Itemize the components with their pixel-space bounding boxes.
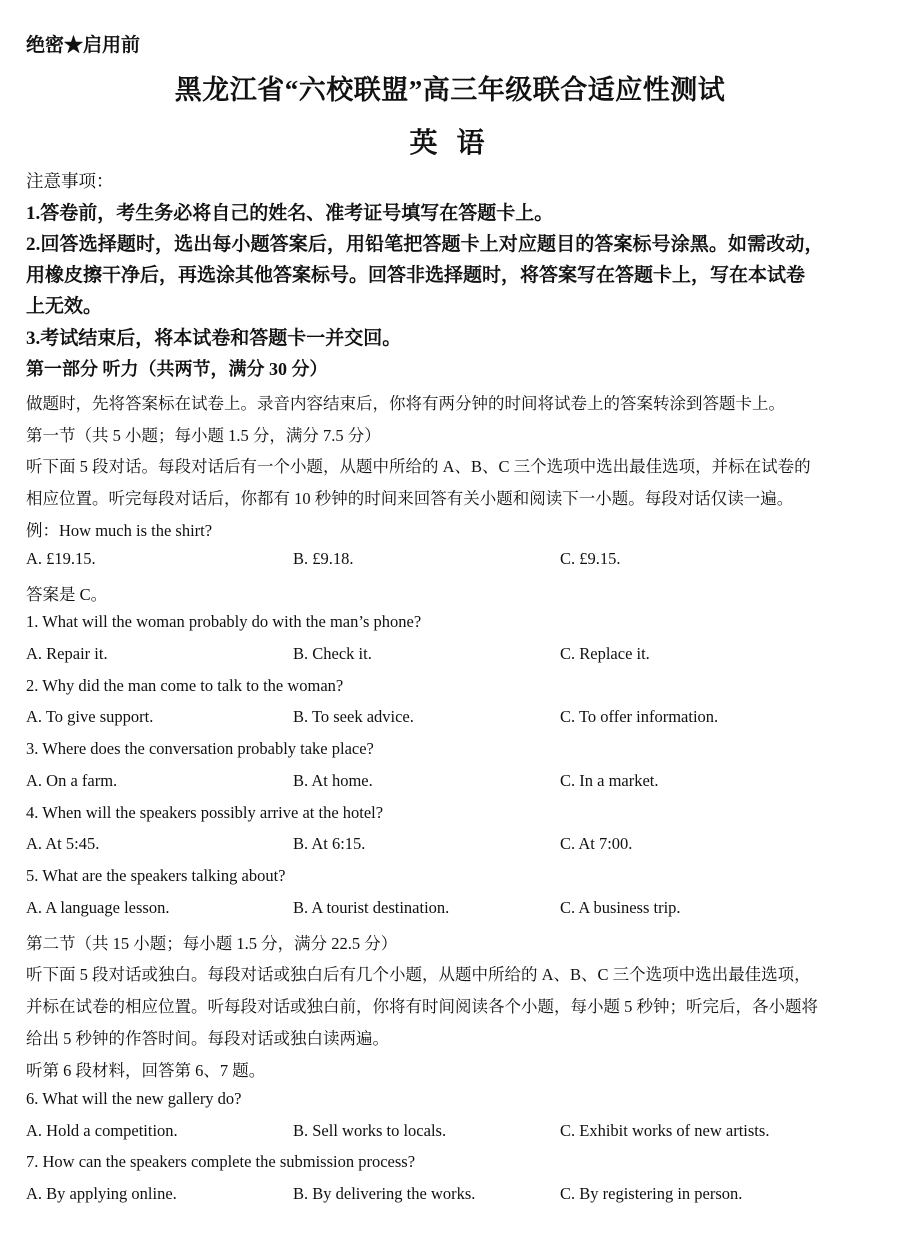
section2-instruction-line-2: 并标在试卷的相应位置。听每段对话或独白前，你将有时间阅读各个小题，每小题 5 秒钟；听完后，各小题将 <box>26 997 818 1016</box>
note-2-line-1: 2.回答选择题时，选出每小题答案后，用铅笔把答题卡上对应题目的答案标号涂黑。如需改动， <box>26 234 824 255</box>
question-4: 4. When will the speakers possibly arrive at the hotel? <box>26 803 384 822</box>
subject-title: 英 语 <box>409 128 491 159</box>
section2-instruction-line-3: 给出 5 秒钟的作答时间。每段对话或独白读两遍。 <box>26 1029 389 1048</box>
question-5-option-c: C. A business trip. <box>560 898 681 917</box>
question-3-option-c: C. In a market. <box>560 771 659 790</box>
example-answer: 答案是 C。 <box>26 585 108 604</box>
question-7-option-b: B. By delivering the works. <box>293 1184 476 1203</box>
note-3: 3.考试结束后，将本试卷和答题卡一并交回。 <box>26 328 402 349</box>
question-1-option-c: C. Replace it. <box>560 644 650 663</box>
question-3-option-a: A. On a farm. <box>26 771 118 790</box>
example-option-a: A. £19.15. <box>26 549 96 568</box>
question-7-option-c: C. By registering in person. <box>560 1184 743 1203</box>
example-option-b: B. £9.18. <box>293 549 354 568</box>
question-3-option-b: B. At home. <box>293 771 373 790</box>
material-6-note: 听第 6 段材料，回答第 6、7 题。 <box>26 1061 266 1080</box>
note-1: 1.答卷前，考生务必将自己的姓名、准考证号填写在答题卡上。 <box>26 203 554 224</box>
question-3: 3. Where does the conversation probably take place? <box>26 739 374 758</box>
question-1: 1. What will the woman probably do with the man’s phone? <box>26 612 422 631</box>
question-2-option-c: C. To offer information. <box>560 707 719 726</box>
question-7-option-a: A. By applying online. <box>26 1184 177 1203</box>
question-5-option-a: A. A language lesson. <box>26 898 170 917</box>
section1-heading: 第一节（共 5 小题；每小题 1.5 分，满分 7.5 分） <box>26 426 381 445</box>
question-1-option-a: A. Repair it. <box>26 644 108 663</box>
question-2-option-b: B. To seek advice. <box>293 707 414 726</box>
example-question: 例：How much is the shirt? <box>26 521 213 540</box>
question-6-option-b: B. Sell works to locals. <box>293 1121 447 1140</box>
part1-instruction: 做题时，先将答案标在试卷上。录音内容结束后，你将有两分钟的时间将试卷上的答案转涂到答题卡上。 <box>26 394 785 413</box>
confidential-mark: 绝密★启用前 <box>26 35 141 56</box>
question-5-option-b: B. A tourist destination. <box>293 898 450 917</box>
question-2: 2. Why did the man come to talk to the woman? <box>26 676 344 695</box>
section1-instruction-line-2: 相应位置。听完每段对话后，你都有 10 秒钟的时间来回答有关小题和阅读下一小题。每段对话仅读一遍。 <box>26 489 794 508</box>
question-4-option-b: B. At 6:15. <box>293 834 366 853</box>
question-6-option-c: C. Exhibit works of new artists. <box>560 1121 770 1140</box>
example-option-c: C. £9.15. <box>560 549 621 568</box>
question-2-option-a: A. To give support. <box>26 707 154 726</box>
question-6-option-a: A. Hold a competition. <box>26 1121 178 1140</box>
question-4-option-c: C. At 7:00. <box>560 834 633 853</box>
note-2-line-3: 上无效。 <box>26 296 103 317</box>
section2-instruction-line-1: 听下面 5 段对话或独白。每段对话或独白后有几个小题，从题中所给的 A、B、C 三个选项中选出最佳选项， <box>26 965 811 984</box>
note-2-line-2: 用橡皮擦干净后，再选涂其他答案标号。回答非选择题时，将答案写在答题卡上，写在本试卷 <box>26 265 806 286</box>
question-5: 5. What are the speakers talking about? <box>26 866 286 885</box>
notes-heading: 注意事项： <box>26 171 114 191</box>
exam-title: 黑龙江省“六校联盟”高三年级联合适应性测试 <box>174 75 726 105</box>
question-4-option-a: A. At 5:45. <box>26 834 100 853</box>
question-7: 7. How can the speakers complete the submission process? <box>26 1152 416 1171</box>
question-1-option-b: B. Check it. <box>293 644 372 663</box>
section2-heading: 第二节（共 15 小题；每小题 1.5 分，满分 22.5 分） <box>26 934 398 953</box>
question-6: 6. What will the new gallery do? <box>26 1089 242 1108</box>
part1-heading: 第一部分 听力（共两节，满分 30 分） <box>26 359 328 379</box>
section1-instruction-line-1: 听下面 5 段对话。每段对话后有一个小题，从题中所给的 A、B、C 三个选项中选出最佳选项，并标在试卷的 <box>26 457 811 476</box>
